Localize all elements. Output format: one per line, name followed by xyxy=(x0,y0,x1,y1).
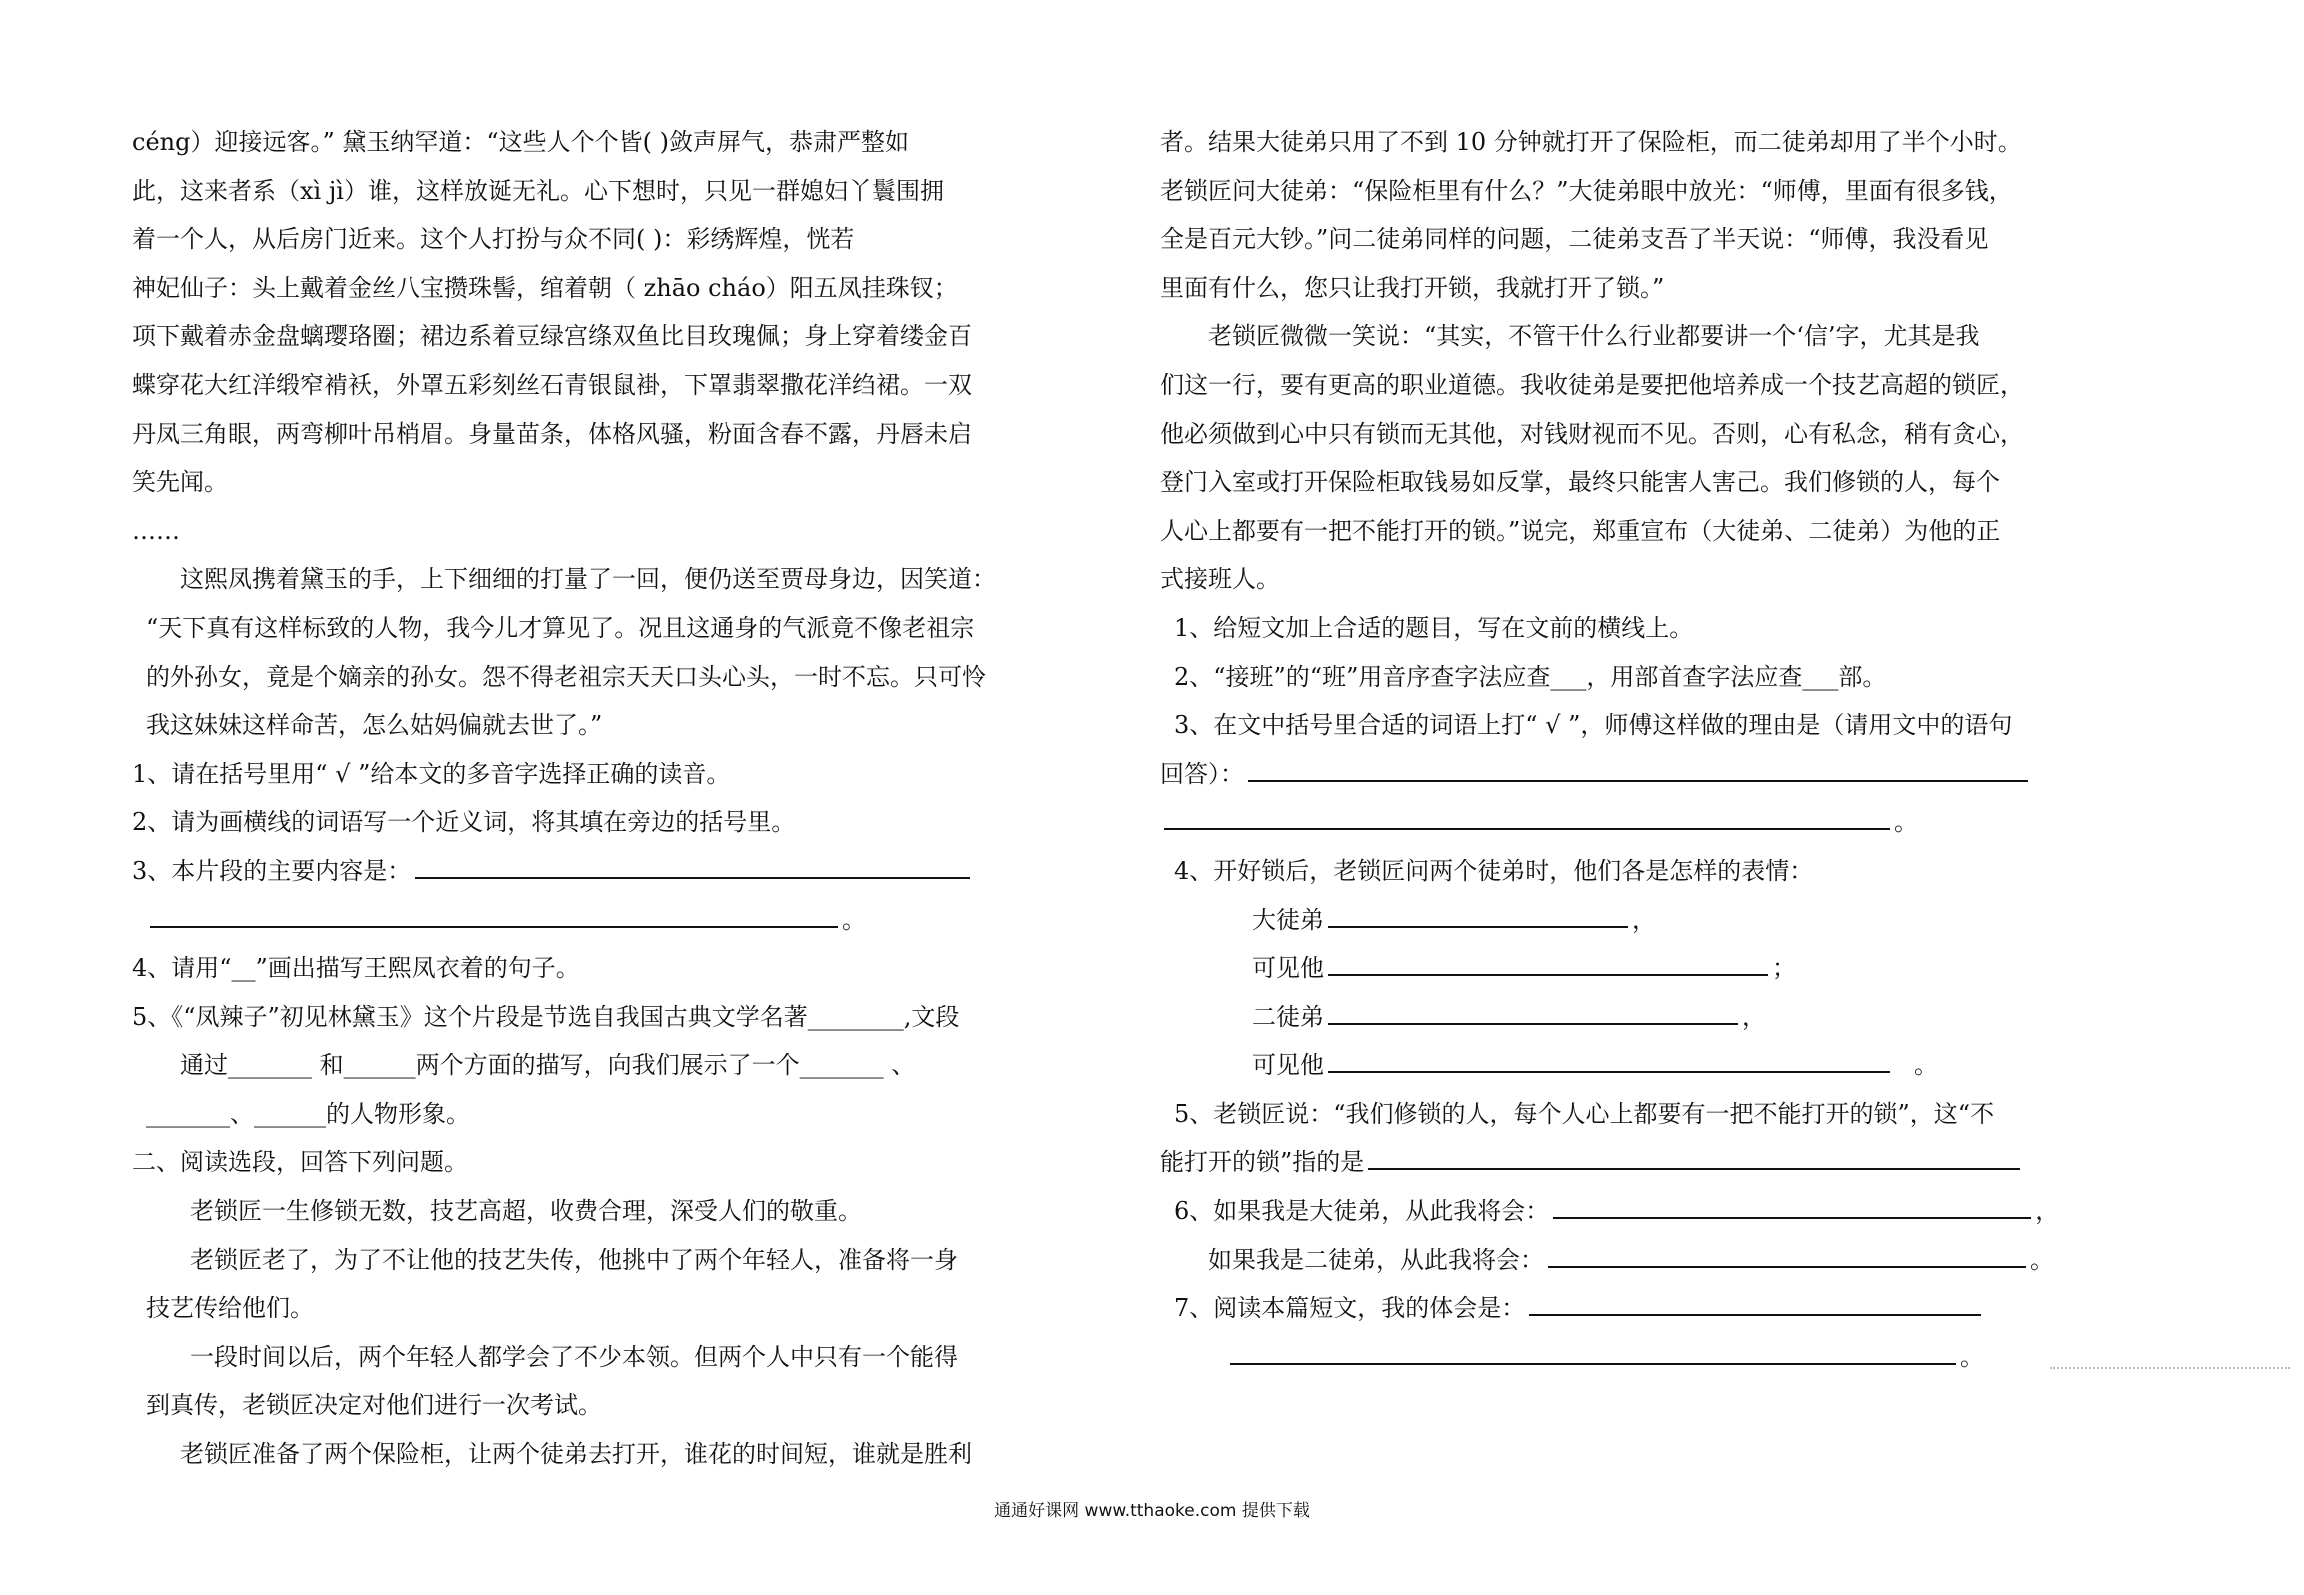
question-2: 2、“接班”的“班”用音序查字法应查___，用部首查字法应查___部。 xyxy=(1174,662,1887,691)
passage-line: 一段时间以后，两个年轻人都学会了不少本领。但两个人中只有一个能得 xyxy=(190,1342,958,1371)
question-6b-label: 如果我是二徒弟，从此我将会： xyxy=(1208,1245,1544,1274)
text-line: 此，这来者系（xì jì）谁，这样放诞无礼。心下想时，只见一群媳妇丫鬟围拥 xyxy=(132,176,944,205)
question-1: 1、给短文加上合适的题目，写在文前的横线上。 xyxy=(1174,613,1694,642)
answer-row xyxy=(1160,993,2040,1042)
answer-line[interactable] xyxy=(415,849,970,879)
answer-line[interactable] xyxy=(1328,1043,1890,1073)
passage-line: 老锁匠一生修锁无数，技艺高超，收费合理，深受人们的敬重。 xyxy=(190,1197,862,1226)
question-6 xyxy=(1160,1187,2060,1236)
period: 。 xyxy=(842,905,866,934)
passage-line: 老锁匠问大徒弟：“保险柜里有什么？”大徒弟眼中放光：“师傅，里面有很多钱， xyxy=(1160,176,2013,205)
question-5: 5、《“凤辣子”初见林黛玉》这个片段是节选自我国古典文学名著________,文段 xyxy=(132,1002,960,1031)
dotted-rule xyxy=(2050,1367,2290,1369)
comma: ， xyxy=(1742,1002,1766,1031)
question-4: 4、请用“__”画出描写王熙凤衣着的句子。 xyxy=(132,954,580,983)
text-line: 丹凤三角眼，两弯柳叶吊梢眉。身量苗条，体格风骚，粉面含春不露，丹唇未启 xyxy=(132,419,972,448)
passage-line: 技艺传给他们。 xyxy=(146,1294,314,1323)
question-1: 1、请在括号里用“ √ ”给本文的多音字选择正确的读音。 xyxy=(132,759,731,788)
question-5-label: 能打开的锁”指的是 xyxy=(1160,1148,1365,1177)
period: 。 xyxy=(1914,1051,1938,1080)
text-line: 我这妹妹这样命苦，怎么姑妈偏就去世了。” xyxy=(146,711,603,740)
text-line: 着一个人，从后房门近来。这个人打扮与众不同( )：彩绣辉煌，恍若 xyxy=(132,225,855,254)
period: 。 xyxy=(1894,808,1918,837)
semicolon: ； xyxy=(1772,954,1796,983)
text-line: 笑先闻。 xyxy=(132,468,228,497)
text-line: 这熙凤携着黛玉的手，上下细细的打量了一回，便仍送至贾母身边，因笑道： xyxy=(180,565,996,594)
footer-credit: 通通好课网 www.tthaoke.com 提供下载 xyxy=(994,1501,1310,1521)
answer-row xyxy=(1160,896,2040,945)
answer-row xyxy=(132,896,1022,945)
answer-line[interactable] xyxy=(1368,1140,2020,1170)
answer-row xyxy=(1160,1041,2040,1090)
passage-line: 里面有什么，您只让我打开锁，我就打开了锁。” xyxy=(1160,273,1665,302)
passage-line: 登门入室或打开保险柜取钱易如反掌，最终只能害人害己。我们修锁的人，每个 xyxy=(1160,468,2000,497)
passage-line: 到真传，老锁匠决定对他们进行一次考试。 xyxy=(146,1391,602,1420)
question-5-cont xyxy=(1160,1138,2040,1187)
passage-line: 老锁匠老了，为了不让他的技艺失传，他挑中了两个年轻人，准备将一身 xyxy=(190,1245,958,1274)
passage-line: 人心上都要有一把不能打开的锁。”说完，郑重宣布（大徒弟、二徒弟）为他的正 xyxy=(1160,516,2001,545)
text-line: “天下真有这样标致的人物，我今儿才算见了。况且这通身的气派竟不像老祖宗 xyxy=(146,613,975,642)
text-line: 的外孙女，竟是个嫡亲的孙女。怨不得老祖宗天天口头心头，一时不忘。只可怜 xyxy=(146,662,986,691)
passage-line: 式接班人。 xyxy=(1160,565,1280,594)
answer-line[interactable] xyxy=(1328,898,1628,928)
period: 。 xyxy=(1960,1342,1984,1371)
right-column xyxy=(1160,118,2060,1381)
question-3-cont xyxy=(1160,750,2040,799)
question-6-cont xyxy=(1160,1236,2054,1285)
answer-line[interactable] xyxy=(1548,1238,2026,1268)
answer-line[interactable] xyxy=(1230,1335,1956,1365)
label-first-apprentice: 大徒弟 xyxy=(1252,905,1324,934)
passage-line: 老锁匠微微一笑说：“其实，不管干什么行业都要讲一个‘信’字，尤其是我 xyxy=(1208,322,1980,351)
question-5-cont: 通过_______ 和______两个方面的描写，向我们展示了一个_______ 、 xyxy=(180,1051,916,1080)
passage-line: 老锁匠准备了两个保险柜，让两个徒弟去打开，谁花的时间短，谁就是胜利 xyxy=(180,1440,972,1469)
text-line: céng）迎接远客。” 黛玉纳罕道：“这些人个个皆( )敛声屏气，恭肃严整如 xyxy=(132,128,909,156)
answer-line[interactable] xyxy=(150,898,838,928)
passage-line: 全是百元大钞。”问二徒弟同样的问题，二徒弟支吾了半天说：“师傅，我没看见 xyxy=(1160,225,1989,254)
question-3-label: 3、本片段的主要内容是： xyxy=(132,856,412,885)
question-3 xyxy=(132,847,1022,896)
answer-line[interactable] xyxy=(1529,1286,1981,1316)
answer-line[interactable] xyxy=(1328,946,1768,976)
section-heading: 二、阅读选段，回答下列问题。 xyxy=(132,1148,468,1177)
answer-line[interactable] xyxy=(1328,995,1738,1025)
answer-line[interactable] xyxy=(1553,1189,2031,1219)
label-can-see: 可见他 xyxy=(1252,954,1324,983)
text-line: 神妃仙子：头上戴着金丝八宝攒珠髻，绾着朝（ zhāo cháo）阳五凤挂珠钗； xyxy=(132,273,958,302)
label-can-see: 可见他 xyxy=(1252,1051,1324,1080)
answer-line[interactable] xyxy=(1248,752,2028,782)
question-3: 3、在文中括号里合适的词语上打“ √ ”，师傅这样做的理由是（请用文中的语句 xyxy=(1174,711,2013,740)
question-6-label: 6、如果我是大徒弟，从此我将会： xyxy=(1174,1197,1550,1226)
answer-row xyxy=(1160,944,2040,993)
answer-row xyxy=(1160,1333,2040,1382)
passage-line: 他必须做到心中只有锁而无其他，对钱财视而不见。否则，心有私念，稍有贪心， xyxy=(1160,419,2024,448)
question-7-label: 7、阅读本篇短文，我的体会是： xyxy=(1174,1294,1526,1323)
period: 。 xyxy=(2030,1245,2054,1274)
text-line: 蝶穿花大红洋缎窄褃袄，外罩五彩刻丝石青银鼠褂，下罩翡翠撒花洋绉裙。一双 xyxy=(132,370,972,399)
ellipsis-line: …… xyxy=(132,516,180,545)
question-4: 4、开好锁后，老锁匠问两个徒弟时，他们各是怎样的表情： xyxy=(1174,856,1814,885)
question-7 xyxy=(1160,1284,2040,1333)
left-column xyxy=(132,118,1022,1479)
question-5-cont: _______、______的人物形象。 xyxy=(146,1099,470,1128)
passage-line: 者。结果大徒弟只用了不到 10 分钟就打开了保险柜，而二徒弟却用了半个小时。 xyxy=(1160,128,2022,156)
answer-row xyxy=(1160,798,2040,847)
comma: ， xyxy=(1632,905,1656,934)
comma: ， xyxy=(2035,1197,2060,1226)
question-5: 5、老锁匠说：“我们修锁的人，每个人心上都要有一把不能打开的锁”，这“不 xyxy=(1174,1099,1995,1128)
question-2: 2、请为画横线的词语写一个近义词，将其填在旁边的括号里。 xyxy=(132,808,796,837)
answer-line[interactable] xyxy=(1164,800,1890,830)
passage-line: 们这一行，要有更高的职业道德。我收徒弟是要把他培养成一个技艺高超的锁匠， xyxy=(1160,370,2024,399)
label-second-apprentice: 二徒弟 xyxy=(1252,1002,1324,1031)
text-line: 项下戴着赤金盘螭璎珞圈；裙边系着豆绿宫绦双鱼比目玫瑰佩；身上穿着缕金百 xyxy=(132,322,972,351)
question-3-label: 回答）： xyxy=(1160,759,1244,788)
